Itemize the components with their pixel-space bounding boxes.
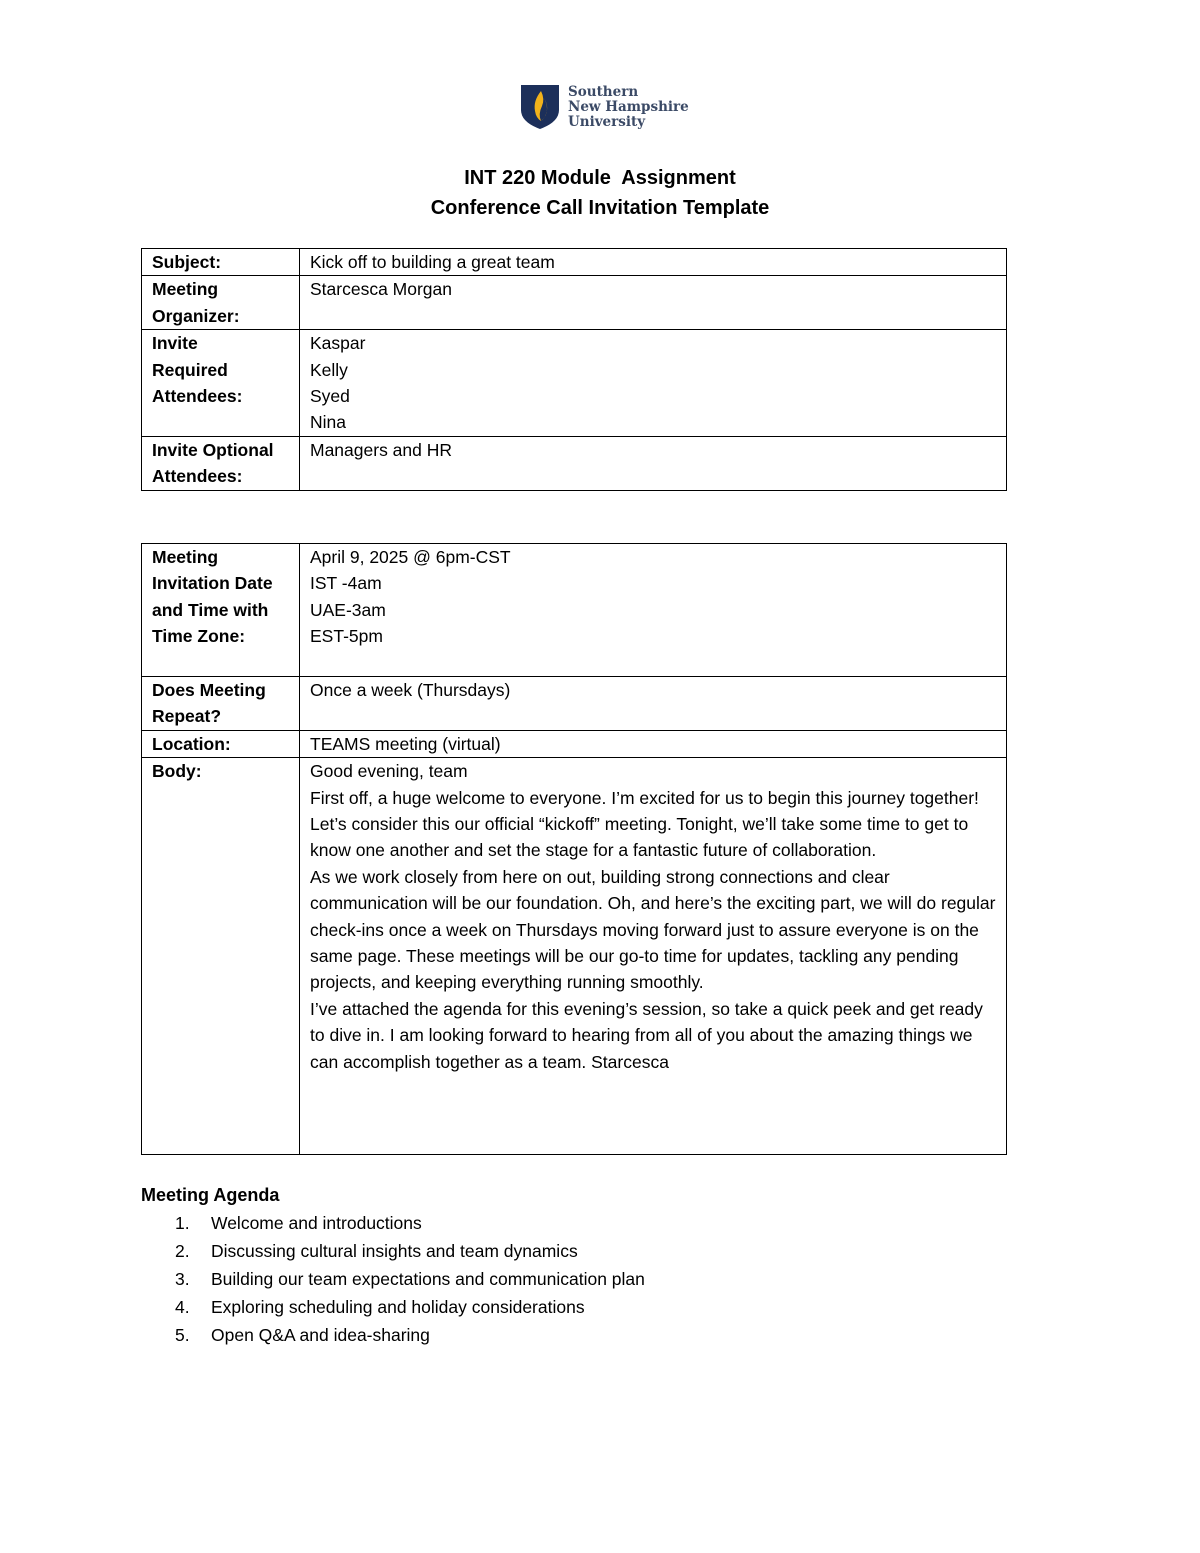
logo-line: New Hampshire — [568, 98, 689, 115]
list-number: 5. — [175, 1325, 190, 1345]
datetime-label — [142, 544, 300, 677]
list-number: 2. — [175, 1241, 190, 1261]
table-row — [142, 330, 1007, 437]
list-item-text: Open Q&A and idea-sharing — [211, 1325, 430, 1345]
table-row — [142, 276, 1007, 330]
label-line: Required — [152, 359, 228, 380]
required-attendees-value — [300, 330, 1007, 437]
label-line: Does Meeting — [152, 680, 266, 700]
table-row — [142, 544, 1007, 677]
document-title: INT 220 Module Assignment — [464, 167, 736, 189]
organizer-label — [142, 276, 300, 330]
list-item-text: Discussing cultural insights and team dynamics — [211, 1241, 578, 1261]
table-row — [142, 758, 1007, 1155]
document-subtitle: Conference Call Invitation Template — [430, 197, 770, 219]
body-paragraph: I’ve attached the agenda for this evening’s session, so take a quick peek and get ready to dive in. I am looking forward to hearing from all of you about the amazing things we can accomplish together as a team. Starcesca — [310, 998, 983, 1072]
agenda-title: Meeting Agenda — [141, 1185, 280, 1205]
label-line: and Time with — [152, 599, 269, 620]
list-item — [141, 1265, 645, 1293]
table-row — [142, 436, 1007, 490]
label-line: Meeting — [152, 279, 219, 300]
location-label: Location: — [142, 730, 300, 757]
list-item — [141, 1321, 645, 1349]
invitation-details-table — [141, 543, 1007, 1155]
logo-line: Southern — [568, 83, 639, 100]
label-line: Invite Optional — [152, 439, 274, 460]
body-label: Body: — [142, 758, 300, 1155]
invitation-attendees-table — [141, 248, 1007, 491]
table-row — [142, 730, 1007, 757]
attendee-name: Kaspar — [310, 333, 366, 354]
list-item-text: Welcome and introductions — [211, 1213, 422, 1233]
label-line: Repeat? — [152, 706, 222, 727]
subject-label: Subject: — [142, 249, 300, 276]
datetime-value — [300, 544, 1007, 677]
snhu-logo — [520, 84, 689, 130]
body-paragraph: First off, a huge welcome to everyone. I’m excited for us to begin this journey together! Let’s consider this our official “kickoff” meeting. Tonight, we’ll take some time to get to know one another and set the stage for a fantastic future of collaboration. — [310, 787, 979, 861]
list-item-text: Building our team expectations and communication plan — [211, 1269, 645, 1289]
label-line: Invitation Date — [152, 573, 273, 594]
datetime-line: UAE-3am — [310, 599, 386, 620]
organizer-value: Starcesca Morgan — [300, 276, 1007, 330]
logo-line: University — [568, 113, 646, 130]
shield-flame-icon — [520, 84, 560, 130]
label-line: Attendees: — [152, 466, 243, 487]
list-number: 4. — [175, 1297, 190, 1317]
attendee-name: Nina — [310, 412, 346, 433]
repeat-label — [142, 677, 300, 731]
agenda-list — [141, 1209, 645, 1349]
subject-value: Kick off to building a great team — [300, 249, 1007, 276]
label-line: Meeting — [152, 547, 219, 567]
label-line: Attendees: — [152, 386, 243, 407]
list-number: 1. — [175, 1213, 190, 1233]
label-line: Time Zone: — [152, 626, 246, 647]
table-row — [142, 677, 1007, 731]
location-value: TEAMS meeting (virtual) — [300, 730, 1007, 757]
table-row — [142, 249, 1007, 276]
datetime-line: April 9, 2025 @ 6pm-CST — [310, 547, 511, 567]
list-item-text: Exploring scheduling and holiday considerations — [211, 1297, 585, 1317]
attendee-name: Syed — [310, 386, 350, 407]
body-paragraph: As we work closely from here on out, building strong connections and clear communication will be our foundation. Oh, and here’s the exciting part, we will do regular check-ins once a week on Thursdays moving forward just to assure everyone is on the same page. These meetings will be our go-to time for updates, tackling any pending projects, and keeping everything running smoothly. — [310, 866, 996, 993]
datetime-line: IST -4am — [310, 573, 382, 594]
body-paragraph: Good evening, team — [310, 761, 468, 782]
label-line: Invite — [152, 333, 198, 354]
list-item — [141, 1293, 645, 1321]
label-line: Organizer: — [152, 305, 240, 326]
optional-attendees-label — [142, 436, 300, 490]
list-item — [141, 1237, 645, 1265]
datetime-line: EST-5pm — [310, 626, 383, 647]
list-number: 3. — [175, 1269, 190, 1289]
body-value — [300, 758, 1007, 1155]
list-item — [141, 1209, 645, 1237]
optional-attendees-value: Managers and HR — [300, 436, 1007, 490]
logo-wordmark — [568, 85, 689, 130]
required-attendees-label — [142, 330, 300, 437]
document-title-block — [0, 163, 1200, 223]
attendee-name: Kelly — [310, 359, 348, 380]
repeat-value: Once a week (Thursdays) — [300, 677, 1007, 731]
